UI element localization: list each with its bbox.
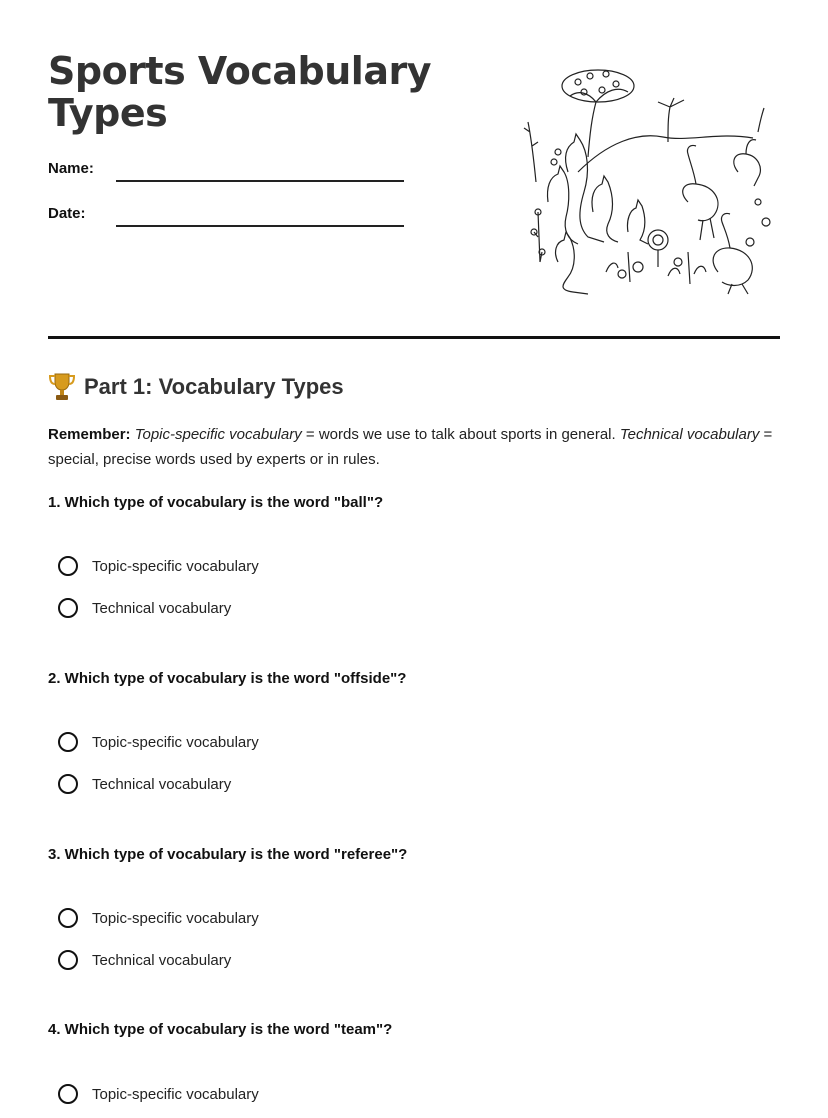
option-label: Topic-specific vocabulary — [92, 557, 259, 575]
radio-button[interactable] — [58, 1084, 78, 1104]
radio-button[interactable] — [58, 774, 78, 794]
remember-note — [48, 422, 780, 472]
question-2: 2. Which type of vocabulary is the word "offside"? — [48, 670, 407, 687]
divider — [48, 336, 780, 339]
definition-technical: = special, precise words used by experts or in rules. — [48, 426, 773, 468]
question-3: 3. Which type of vocabulary is the word "referee"? — [48, 846, 408, 863]
q2-option-topic-specific[interactable] — [58, 732, 259, 752]
option-label: Technical vocabulary — [92, 599, 232, 617]
name-label: Name: — [48, 160, 94, 177]
q1-option-technical[interactable] — [58, 598, 231, 618]
radio-button[interactable] — [58, 598, 78, 618]
part1-title: Part 1: Vocabulary Types — [84, 374, 344, 399]
date-line[interactable] — [116, 225, 404, 227]
option-label: Technical vocabulary — [92, 951, 232, 969]
q4-option-topic-specific[interactable] — [58, 1084, 259, 1104]
term-topic-specific: Topic-specific vocabulary — [134, 426, 302, 443]
part1-heading — [48, 372, 344, 402]
option-label: Topic-specific vocabulary — [92, 733, 259, 751]
remember-label: Remember: — [48, 426, 131, 443]
radio-button[interactable] — [58, 908, 78, 928]
kangaroo-emu-illustration — [518, 62, 774, 302]
trophy-icon — [48, 372, 76, 402]
name-line[interactable] — [116, 180, 404, 182]
question-4: 4. Which type of vocabulary is the word "team"? — [48, 1021, 393, 1038]
q2-option-technical[interactable] — [58, 774, 231, 794]
worksheet-title: Sports Vocabulary Types — [48, 49, 431, 135]
question-1: 1. Which type of vocabulary is the word "ball"? — [48, 494, 384, 511]
q3-option-technical[interactable] — [58, 950, 231, 970]
definition-topic-specific: = words we use to talk about sports in general. — [301, 426, 620, 443]
date-label: Date: — [48, 205, 86, 222]
option-label: Topic-specific vocabulary — [92, 1085, 259, 1103]
option-label: Topic-specific vocabulary — [92, 909, 259, 927]
q1-option-topic-specific[interactable] — [58, 556, 259, 576]
radio-button[interactable] — [58, 950, 78, 970]
radio-button[interactable] — [58, 556, 78, 576]
q3-option-topic-specific[interactable] — [58, 908, 259, 928]
option-label: Technical vocabulary — [92, 775, 232, 793]
radio-button[interactable] — [58, 732, 78, 752]
term-technical: Technical vocabulary — [619, 426, 760, 443]
